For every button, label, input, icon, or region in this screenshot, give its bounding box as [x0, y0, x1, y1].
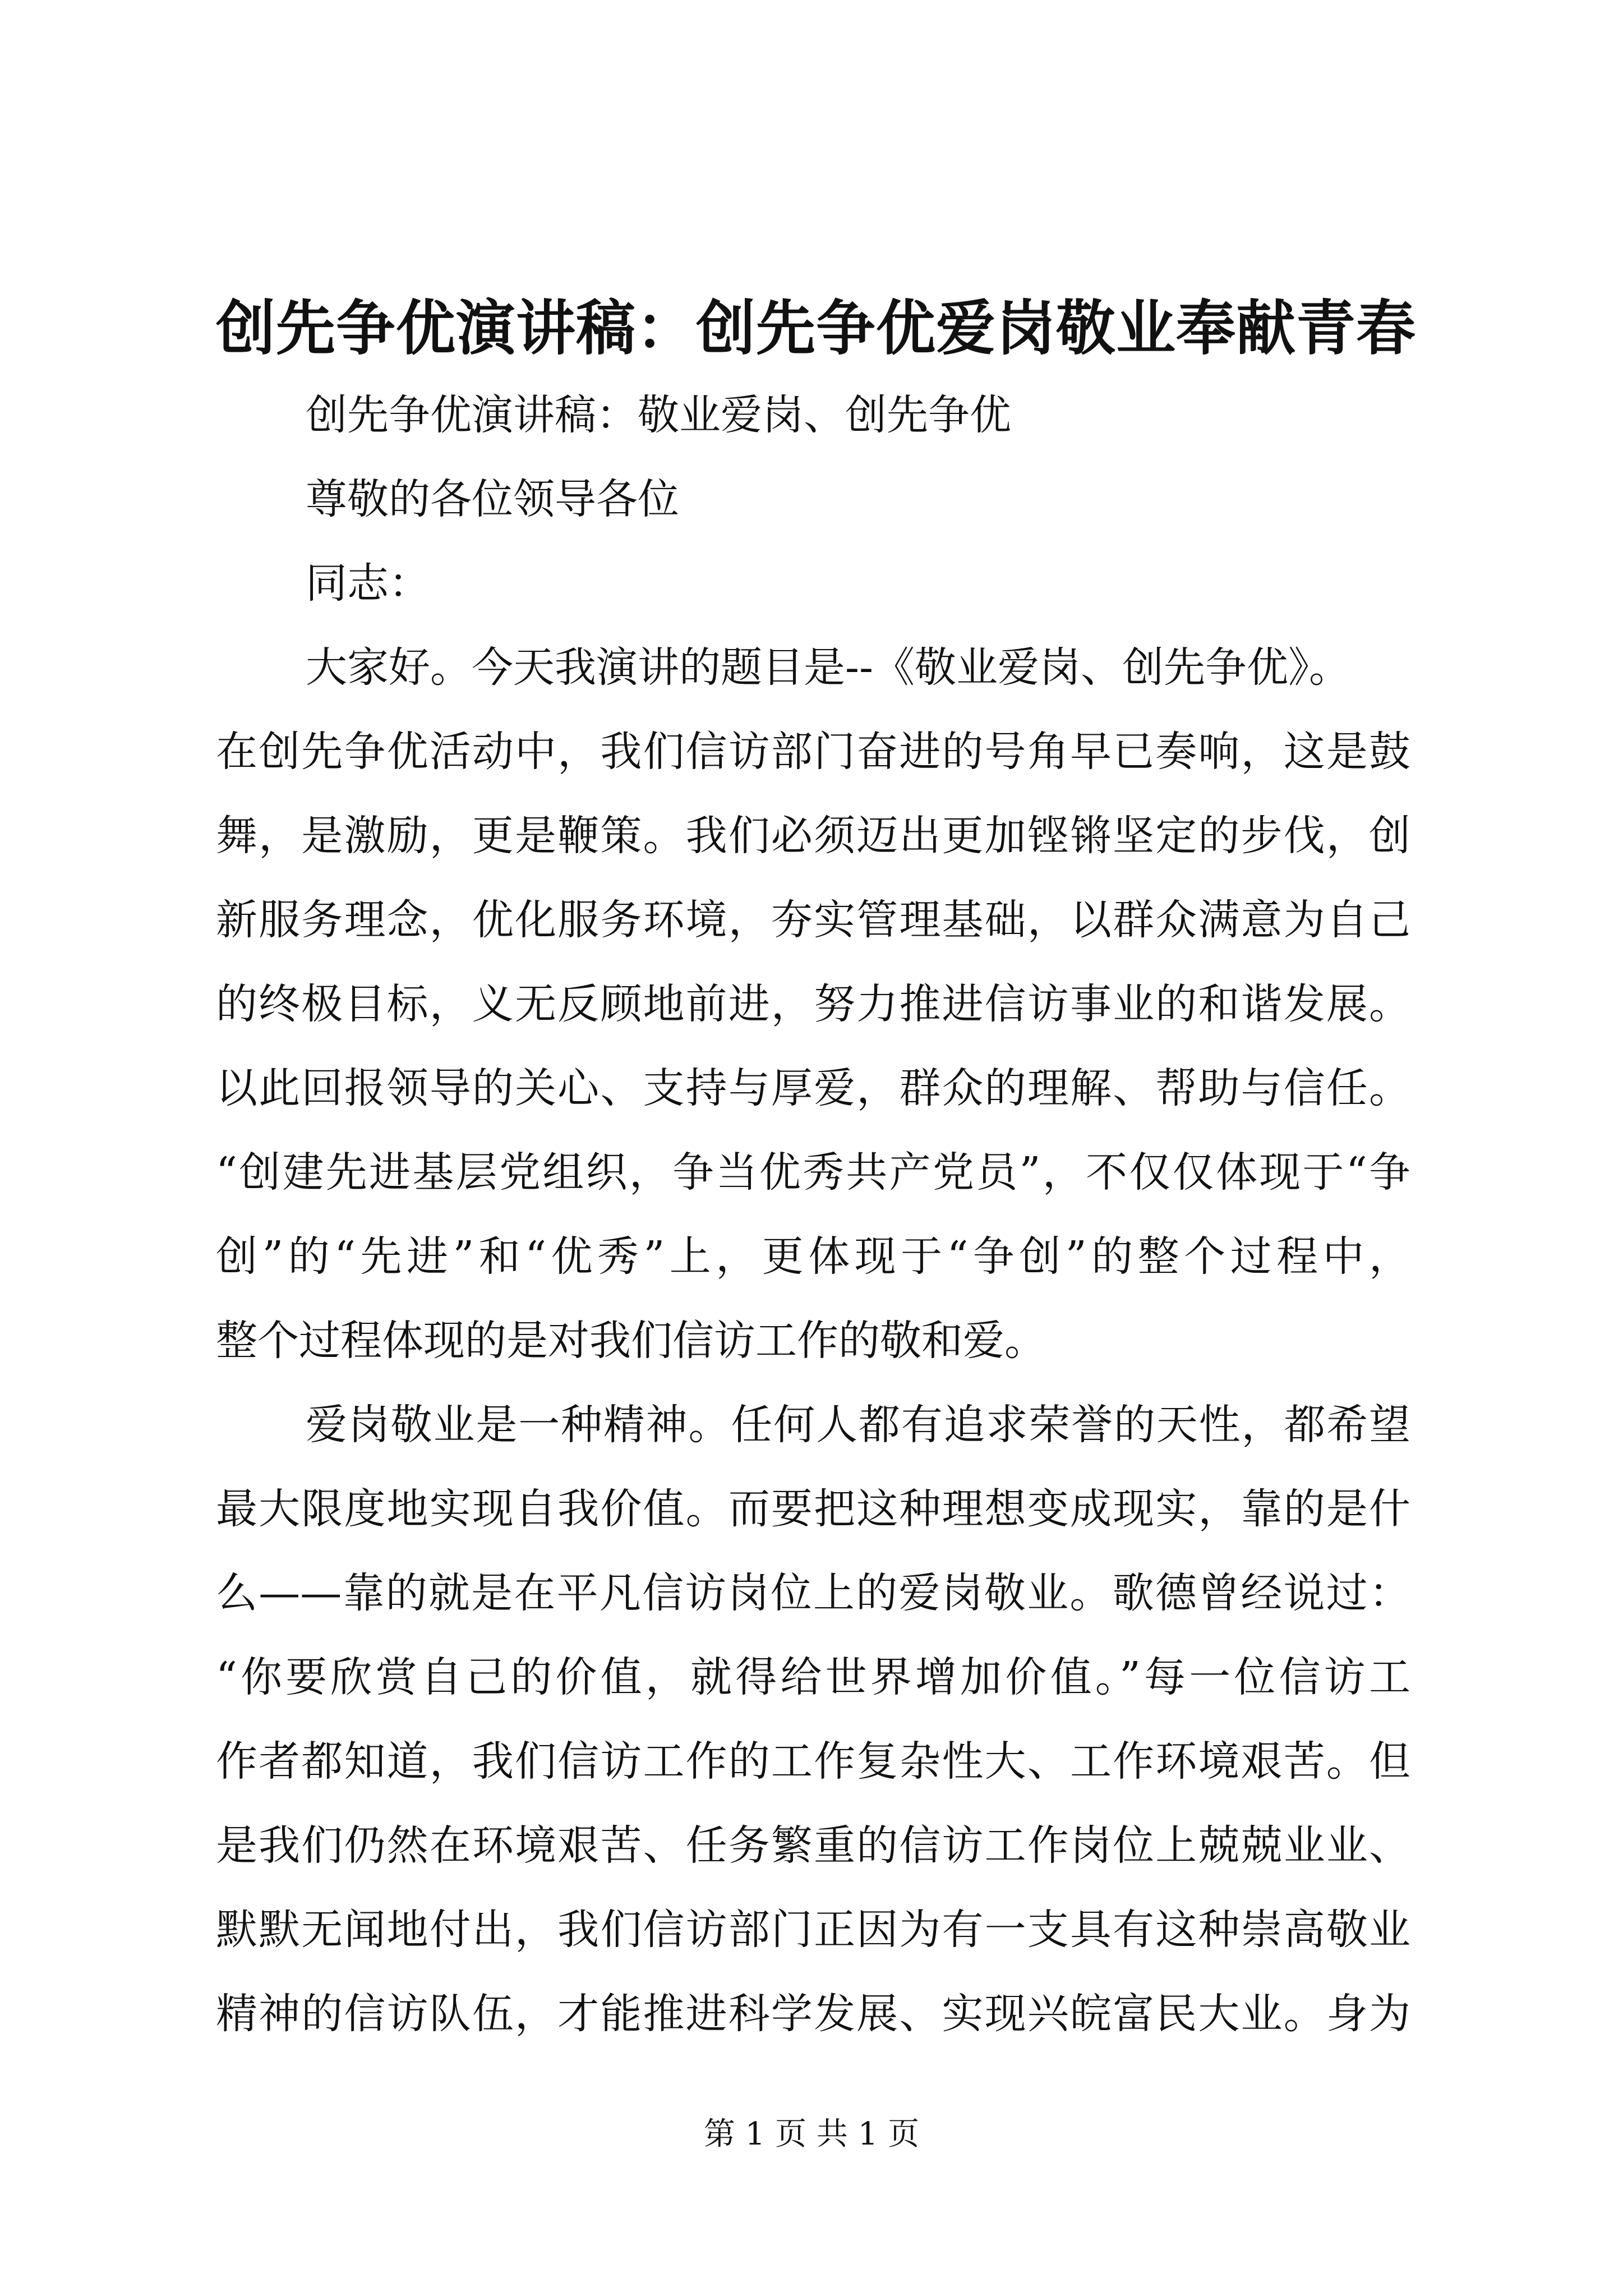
paragraph-line: 精神的信访队伍，才能推进科学发展、实现兴皖富民大业。身为 — [216, 1990, 1410, 2038]
document-subtitle: 创先争优演讲稿：敬业爱岗、创先争优 — [306, 391, 1011, 439]
paragraph-line: 是我们仍然在环境艰苦、任务繁重的信访工作岗位上兢兢业业、 — [216, 1821, 1410, 1870]
paragraph-line: 爱岗敬业是一种精神。任何人都有追求荣誉的天性，都希望 — [306, 1401, 1410, 1449]
greeting-line: 尊敬的各位领导各位 — [306, 475, 679, 523]
paragraph-line: “你要欣赏自己的价值，就得给世界增加价值。”每一位信访工 — [216, 1653, 1410, 1701]
paragraph-line: 最大限度地实现自我价值。而要把这种理想变成现实，靠的是什 — [216, 1485, 1410, 1533]
paragraph-line: “创建先进基层党组织，争当优秀共产党员”，不仅仅体现于“争 — [216, 1148, 1410, 1197]
paragraph-line: 在创先争优活动中，我们信访部门奋进的号角早已奏响，这是鼓 — [216, 728, 1410, 776]
paragraph-line: 创”的“先进”和“优秀”上，更体现于“争创”的整个过程中， — [216, 1232, 1410, 1281]
paragraph-line: 么——靠的就是在平凡信访岗位上的爱岗敬业。歌德曾经说过： — [216, 1569, 1410, 1617]
paragraph-line: 以此回报领导的关心、支持与厚爱，群众的理解、帮助与信任。 — [216, 1064, 1410, 1112]
paragraph-line: 新服务理念，优化服务环境，夯实管理基础，以群众满意为自己 — [216, 896, 1410, 944]
paragraph-line: 整个过程体现的是对我们信访工作的敬和爱。 — [216, 1317, 1046, 1365]
paragraph-line: 的终极目标，义无反顾地前进，努力推进信访事业的和谐发展。 — [216, 980, 1410, 1028]
greeting-line: 同志： — [306, 559, 430, 608]
paragraph-line: 大家好。今天我演讲的题目是--《敬业爱岗、创先争优》。 — [306, 643, 1351, 692]
document-title: 创先争优演讲稿：创先争优爱岗敬业奉献青春 — [216, 293, 1416, 363]
paragraph-line: 作者都知道，我们信访工作的工作复杂性大、工作环境艰苦。但 — [216, 1737, 1410, 1786]
paragraph-line: 默默无闻地付出，我们信访部门正因为有一支具有这种崇高敬业 — [216, 1906, 1410, 1954]
page-footer: 第 1 页 共 1 页 — [703, 2116, 920, 2152]
paragraph-line: 舞，是激励，更是鞭策。我们必须迈出更加铿锵坚定的步伐，创 — [216, 812, 1410, 860]
